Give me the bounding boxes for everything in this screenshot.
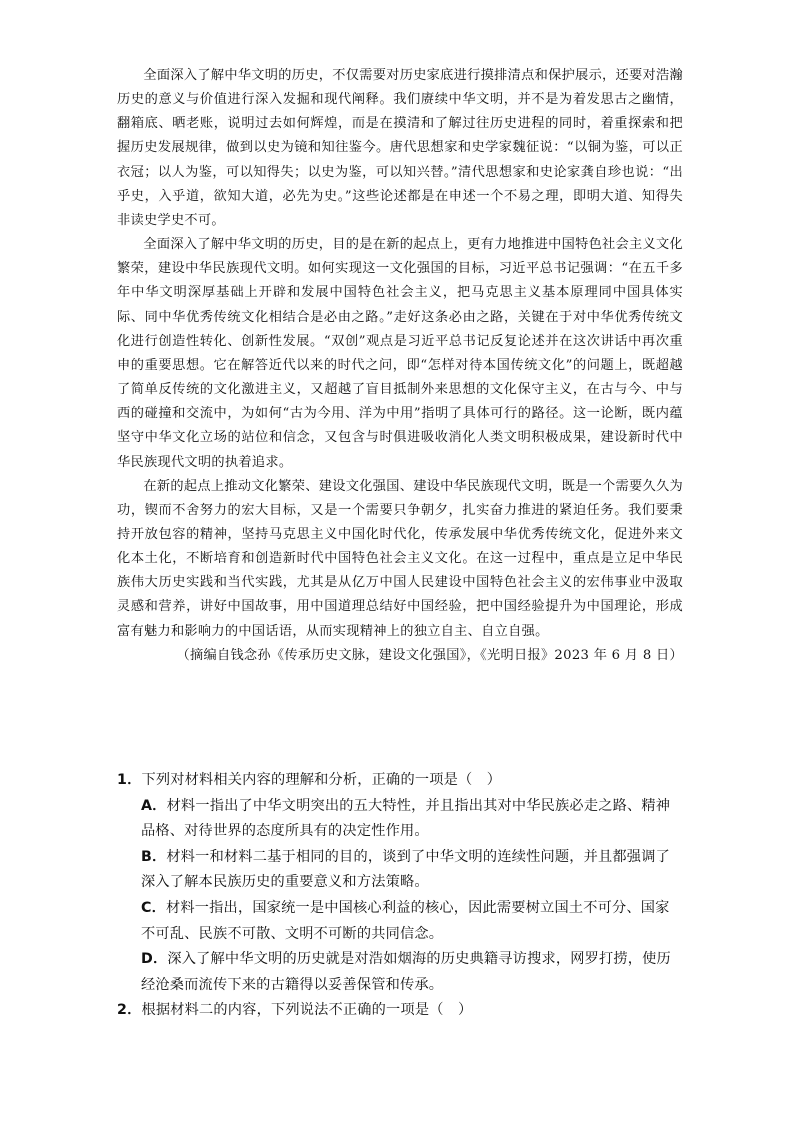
option-letter: D． — [141, 951, 168, 968]
option-d[interactable] — [117, 947, 683, 998]
source-citation: （摘编自钱念孙《传承历史文脉，建设文化强国》，《光明日报》2023 年 6 月 8 日） — [176, 647, 683, 663]
question-1 — [117, 768, 683, 998]
option-text: 材料一指出了中华文明突出的五大特性，并且指出其对中华民族必走之路、精神品格、对待世界的态度所具有的决定性作用。 — [141, 797, 671, 840]
option-letter: C． — [141, 899, 166, 916]
question-2 — [117, 998, 683, 1024]
question-text: 下列对材料相关内容的理解和分析，正确的一项是（ ） — [141, 772, 502, 788]
option-text: 材料一和材料二基于相同的目的，谈到了中华文明的连续性问题，并且都强调了深入了解本民族历史的重要意义和方法策略。 — [141, 848, 670, 891]
option-a[interactable] — [117, 794, 683, 845]
option-b[interactable] — [117, 845, 683, 896]
passage-paragraph: 全面深入了解中华文明的历史，目的是在新的起点上，更有力地推进中国特色社会主义文化繁荣，建设中华民族现代文明。如何实现这一文化强国的目标，习近平总书记强调：“在五千多年中华文明深厚基础上开辟和发展中国特色社会主义，把马克思主义基本原理同中国具体实际、同中华优秀传统文化相结合是必由之路。”走好这条必由之路，关键在于对中华优秀传统文化进行创造性转化、创新性发展。“双创”观点是习近平总书记反复论述并在这次讲话中再次重申的重要思想。它在解答近代以来的时代之问，即“怎样对待本国传统文化”的问题上，既超越了简单反传统的文化激进主义，又超越了盲目抵制外来思想的文化保守主义，在古与今、中与西的碰撞和交流中，为如何“古为今用、洋为中用”指明了具体可行的路径。这一论断，既内蕴坚守中华文化立场的站位和信念，又包含与时俱进吸收消化人类文明积极成果，建设新时代中华民族现代文明的执着追求。 — [117, 237, 683, 470]
option-letter: B． — [141, 848, 167, 865]
option-text: 深入了解中华文明的历史就是对浩如烟海的历史典籍寻访搜求，网罗打捞，使历经沧桑而流传下来的古籍得以妥善保管和传承。 — [141, 951, 671, 993]
option-letter: A． — [141, 797, 167, 814]
passage-paragraph: 在新的起点上推动文化繁荣、建设文化强国、建设中华民族现代文明，既是一个需要久久为功，锲而不舍努力的宏大目标，又是一个需要只争朝夕，扎实奋力推进的紧迫任务。我们要秉持开放包容的精神，坚持马克思主义中国化时代化，传承发展中华优秀传统文化，促进外来文化本土化，不断培育和创造新时代中国特色社会主义文化。在这一过程中，重点是立足中华民族伟大历史实践和当代实践，尤其是从亿万中国人民建设中国特色社会主义的宏伟事业中汲取灵感和营养，讲好中国故事，用中国道理总结好中国经验，把中国经验提升为中国理论，形成富有魅力和影响力的中国话语，从而实现精神上的独立自主、自立自强。 — [117, 478, 683, 639]
question-stem — [117, 768, 683, 794]
reading-passage — [117, 64, 683, 668]
passage-paragraph: 全面深入了解中华文明的历史，不仅需要对历史家底进行摸排清点和保护展示，还要对浩瀚历史的意义与价值进行深入发掘和现代阐释。我们赓续中华文明，并不是为着发思古之幽情，翻箱底、晒老账，说明过去如何辉煌，而是在摸清和了解过往历史进程的同时，着重探索和把握历史发展规律，做到以史为镜和知往鉴今。唐代思想家和史学家魏征说：“以铜为鉴，可以正衣冠；以人为鉴，可以知得失；以史为鉴，可以知兴替。”清代思想家和史论家龚自珍也说：“出乎史，入乎道，欲知大道，必先为史。”这些论述都是在申述一个不易之理，即明大道、知得失非读史学史不可。 — [117, 68, 683, 228]
question-stem — [117, 998, 683, 1024]
question-text: 根据材料二的内容，下列说法不正确的一项是（ ） — [141, 1002, 473, 1019]
question-list — [117, 768, 683, 1024]
option-text: 材料一指出，国家统一是中国核心利益的核心，因此需要树立国土不可分、国家不可乱、民族不可散、文明不可断的共同信念。 — [141, 899, 670, 942]
question-number: 1． — [117, 772, 142, 788]
question-number: 2． — [117, 1002, 142, 1019]
option-c[interactable] — [117, 896, 683, 947]
